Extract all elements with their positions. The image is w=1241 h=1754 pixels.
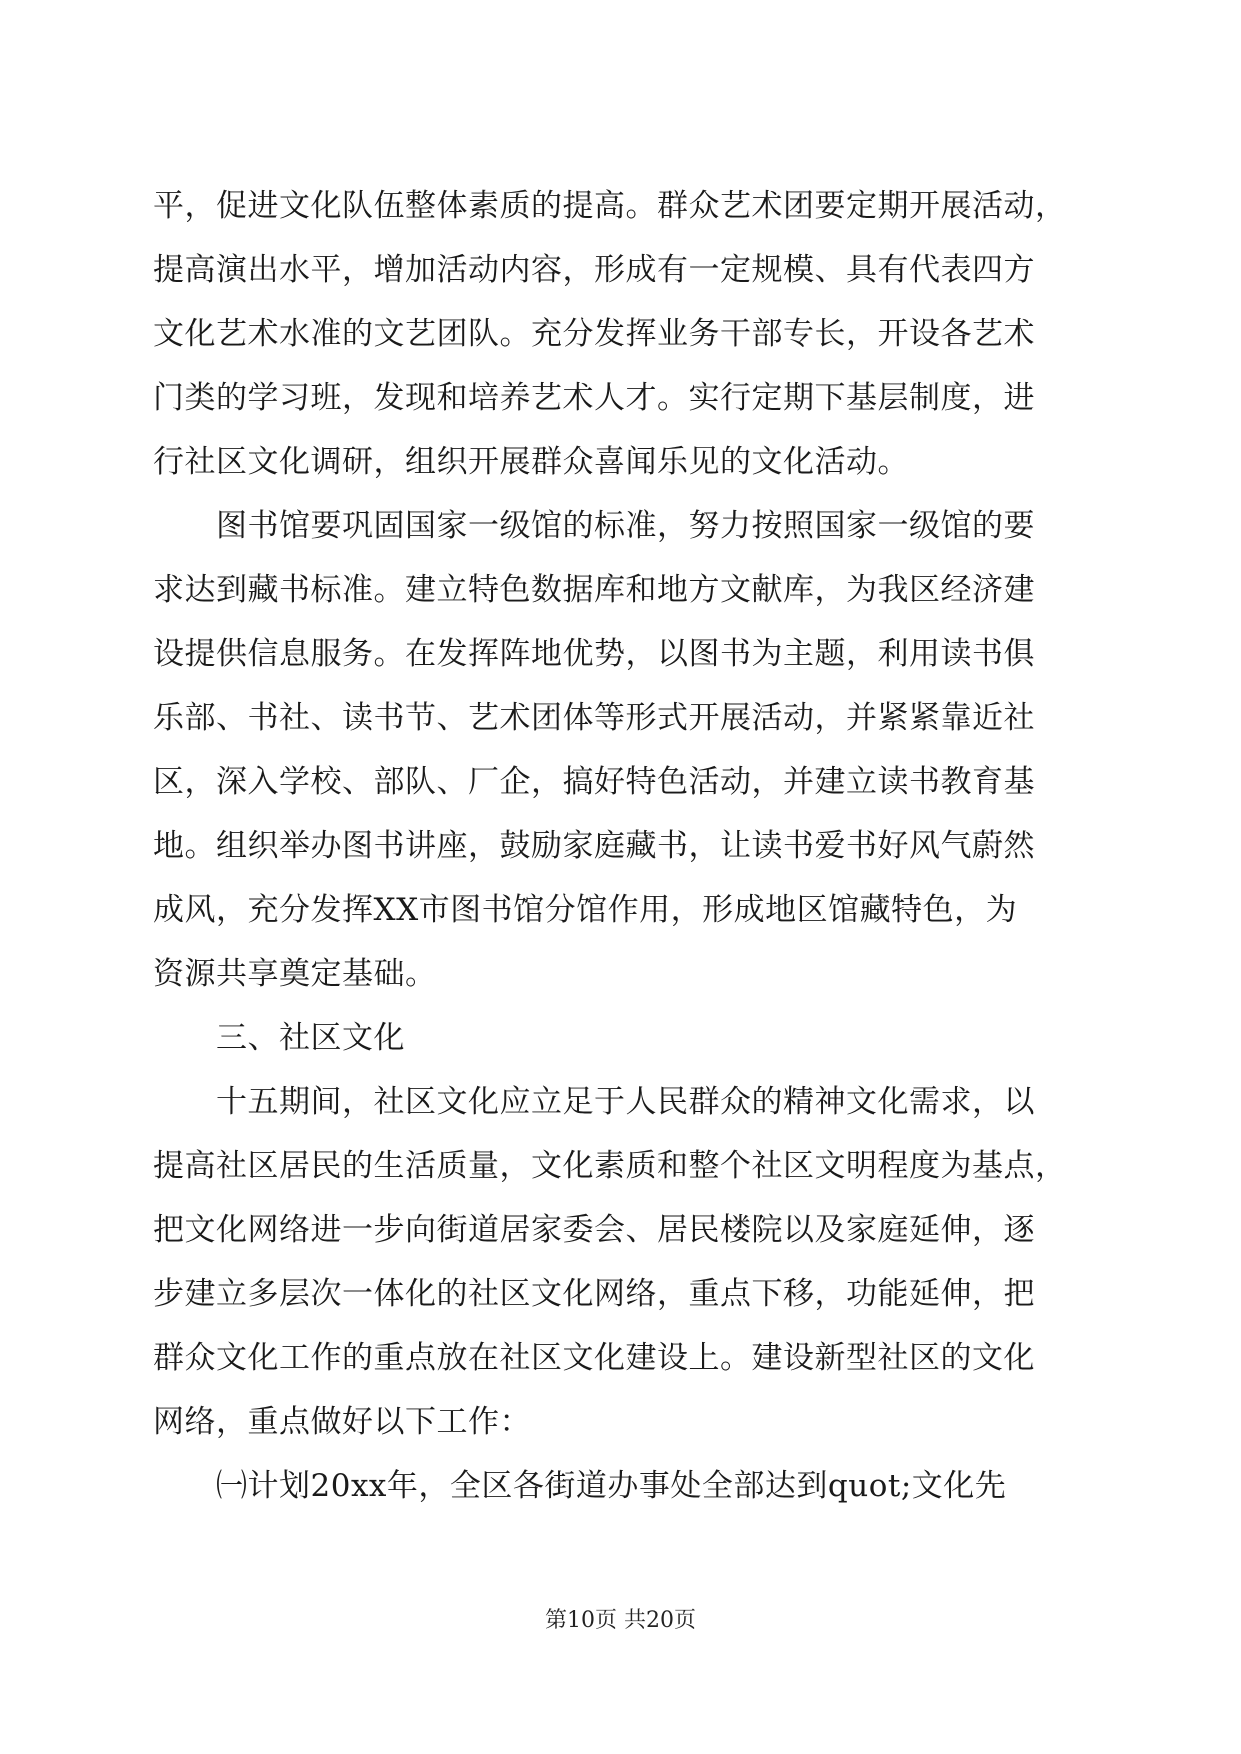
section-heading: 三、社区文化 [216,1020,405,1056]
text-line: 门类的学习班，发现和培养艺术人才。实行定期下基层制度，进 [153,380,1035,416]
text-line: 步建立多层次一体化的社区文化网络，重点下移，功能延伸，把 [153,1276,1035,1312]
text-line: 图书馆要巩固国家一级馆的标准，努力按照国家一级馆的要 [216,508,1035,544]
text-line: 十五期间，社区文化应立足于人民群众的精神文化需求，以 [216,1084,1035,1120]
text-line: 求达到藏书标准。建立特色数据库和地方文献库，为我区经济建 [153,572,1035,608]
text-line: 提高社区居民的生活质量，文化素质和整个社区文明程度为基点， [153,1148,1067,1184]
text-line: 行社区文化调研，组织开展群众喜闻乐见的文化活动。 [153,444,909,480]
text-line: 把文化网络进一步向街道居家委会、居民楼院以及家庭延伸，逐 [153,1212,1035,1248]
text-line: 文化艺术水准的文艺团队。充分发挥业务干部专长，开设各艺术 [153,316,1035,352]
text-line: 地。组织举办图书讲座，鼓励家庭藏书，让读书爱书好风气蔚然 [153,828,1035,864]
text-line: ㈠计划20xx年，全区各街道办事处全部达到quot;文化先 [216,1468,1007,1504]
page-footer: 第10页 共20页 [545,1608,696,1633]
text-line: 提高演出水平，增加活动内容，形成有一定规模、具有代表四方 [153,252,1035,288]
text-line: 网络，重点做好以下工作： [153,1404,531,1440]
text-line: 平，促进文化队伍整体素质的提高。群众艺术团要定期开展活动， [153,188,1067,224]
text-line: 乐部、书社、读书节、艺术团体等形式开展活动，并紧紧靠近社 [153,700,1035,736]
text-line: 区，深入学校、部队、厂企，搞好特色活动，并建立读书教育基 [153,764,1035,800]
text-line: 资源共享奠定基础。 [153,956,437,992]
text-line: 设提供信息服务。在发挥阵地优势，以图书为主题，利用读书俱 [153,636,1035,672]
text-line: 成风，充分发挥XX市图书馆分馆作用，形成地区馆藏特色，为 [153,892,1018,928]
text-line: 群众文化工作的重点放在社区文化建设上。建设新型社区的文化 [153,1340,1035,1376]
